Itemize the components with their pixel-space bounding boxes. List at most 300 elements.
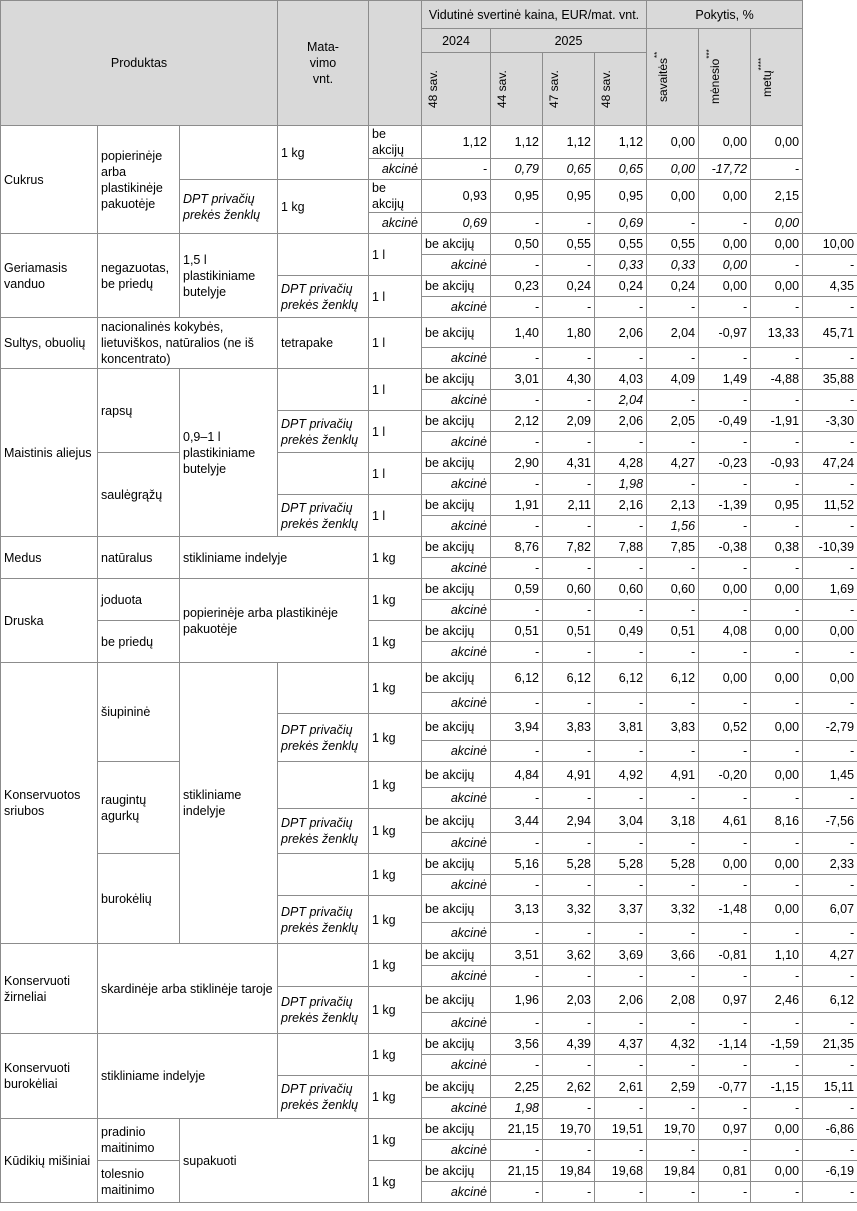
be-akciju-label: be akcijų [422,1161,491,1182]
value-cell: - [803,348,857,369]
value-cell: 6,12 [647,663,699,693]
akcine-label: akcinė [422,693,491,714]
be-akciju-label: be akcijų [422,276,491,297]
value-cell: - [647,1140,699,1161]
product-type: pradinio maitinimo [98,1119,180,1161]
value-cell: - [803,923,857,944]
akcine-label: akcinė [422,1098,491,1119]
value-cell: 47,24 [803,453,857,474]
product-name: Konservuotos sriubos [1,663,98,944]
value-cell: 0,00 [647,180,699,213]
be-akciju-label: be akcijų [422,809,491,833]
value-cell: - [803,1055,857,1076]
header-w48-2025: 48 sav. [595,53,647,126]
value-cell: - [699,516,751,537]
value-cell: - [543,432,595,453]
value-cell: 0,55 [543,234,595,255]
value-cell: 0,69 [595,213,647,234]
product-packaging: stikliniame indelyje [98,1034,278,1119]
value-cell: 0,50 [491,234,543,255]
value-cell: 0,60 [543,579,595,600]
akcine-label: akcinė [422,474,491,495]
product-type: tolesnio maitinimo [98,1161,180,1203]
table-row [1,762,857,788]
value-cell: 2,59 [647,1076,699,1098]
value-cell: - [491,297,543,318]
value-cell: - [491,1013,543,1034]
value-cell: -2,79 [803,714,857,741]
value-cell: 0,38 [751,537,803,558]
value-cell: 4,03 [595,369,647,390]
header-matavimo: Mata- vimo vnt. [278,1,369,126]
value-cell: 1,96 [491,987,543,1013]
value-cell: 0,00 [699,234,751,255]
value-cell: - [647,875,699,896]
value-cell: 8,16 [751,809,803,833]
value-cell: 0,00 [699,579,751,600]
value-cell: 0,97 [699,1119,751,1140]
product-type: natūralus [98,537,180,579]
value-cell: - [647,600,699,621]
value-cell: -1,48 [699,896,751,923]
value-cell: - [595,558,647,579]
unit: 1 kg [369,621,422,663]
be-akciju-label: be akcijų [422,854,491,875]
value-cell: 1,69 [803,579,857,600]
value-cell: - [699,875,751,896]
table-row [1,1119,857,1140]
value-cell: -10,39 [803,537,857,558]
value-cell: - [647,833,699,854]
product-type: nacionalinės kokybės, lietuviškos, natūralios (ne iš koncentrato) [98,318,278,369]
value-cell: 1,98 [491,1098,543,1119]
value-cell: - [543,923,595,944]
value-cell: - [543,516,595,537]
value-cell: - [699,1140,751,1161]
value-cell: 4,27 [647,453,699,474]
header-metu: metų**** [751,29,803,126]
value-cell: 0,23 [491,276,543,297]
value-cell: 0,51 [647,621,699,642]
akcine-label: akcinė [369,159,422,180]
unit: 1 l [369,318,422,369]
be-akciju-label: be akcijų [422,762,491,788]
product-type: saulėgrąžų [98,453,180,537]
value-cell: 6,12 [803,987,857,1013]
value-cell: - [699,833,751,854]
value-cell: 1,91 [491,495,543,516]
value-cell: 19,84 [543,1161,595,1182]
value-cell: - [647,558,699,579]
value-cell: - [751,833,803,854]
empty [278,944,369,987]
value-cell: - [751,788,803,809]
value-cell: 0,00 [751,276,803,297]
product-name: Druska [1,579,98,663]
value-cell: - [543,558,595,579]
value-cell: 2,06 [595,318,647,348]
value-cell: 1,80 [543,318,595,348]
value-cell: - [491,833,543,854]
table-row [1,369,857,390]
product-type: šiupininė [98,663,180,762]
table-row [1,944,857,966]
akcine-label: akcinė [422,297,491,318]
value-cell: 2,09 [543,411,595,432]
value-cell: 0,00 [751,714,803,741]
be-akciju-label: be akcijų [422,1034,491,1055]
akcine-label: akcinė [422,432,491,453]
value-cell: 1,49 [699,369,751,390]
value-cell: 4,84 [491,762,543,788]
be-akciju-label: be akcijų [422,621,491,642]
value-cell: - [491,923,543,944]
value-cell: - [699,558,751,579]
value-cell: 4,37 [595,1034,647,1055]
table-row [1,621,857,642]
value-cell: - [803,966,857,987]
unit: 1 kg [369,854,422,896]
value-cell: - [803,1013,857,1034]
value-cell: -1,39 [699,495,751,516]
product-type: be priedų [98,621,180,663]
value-cell: 7,82 [543,537,595,558]
value-cell: - [543,875,595,896]
value-cell: - [647,1013,699,1034]
value-cell: - [491,516,543,537]
dpt-label: DPT privačių prekės ženklų [180,180,278,234]
be-akciju-label: be akcijų [422,714,491,741]
value-cell: - [543,1098,595,1119]
header-year-2025: 2025 [491,29,647,53]
value-cell: -1,14 [699,1034,751,1055]
value-cell: - [751,693,803,714]
unit: 1 l [369,369,422,411]
table-row [1,318,857,348]
value-cell: - [647,1055,699,1076]
value-cell: 5,28 [647,854,699,875]
value-cell: 4,91 [647,762,699,788]
value-cell: - [595,875,647,896]
value-cell: - [543,1013,595,1034]
akcine-label: akcinė [422,833,491,854]
unit: 1 kg [369,714,422,762]
be-akciju-label: be akcijų [369,126,422,159]
value-cell: - [422,159,491,180]
value-cell: - [751,159,803,180]
header-empty [369,1,422,126]
value-cell: - [543,741,595,762]
value-cell: - [543,1182,595,1203]
value-cell: - [803,1182,857,1203]
value-cell: -1,59 [751,1034,803,1055]
value-cell: -6,86 [803,1119,857,1140]
header-w47: 47 sav. [543,53,595,126]
value-cell: - [595,348,647,369]
value-cell: 4,61 [699,809,751,833]
value-cell: 3,32 [543,896,595,923]
value-cell: 2,90 [491,453,543,474]
value-cell: - [595,833,647,854]
be-akciju-label: be akcijų [422,1119,491,1140]
value-cell: 3,37 [595,896,647,923]
value-cell: - [647,390,699,411]
be-akciju-label: be akcijų [422,453,491,474]
value-cell: 10,00 [803,234,857,255]
value-cell: -0,49 [699,411,751,432]
value-cell: - [751,923,803,944]
unit: 1 kg [369,1161,422,1203]
akcine-label: akcinė [422,600,491,621]
unit: 1 l [369,276,422,318]
value-cell: - [751,741,803,762]
dpt-label: DPT privačių prekės ženklų [278,495,369,537]
be-akciju-label: be akcijų [422,318,491,348]
product-packaging: tetrapake [278,318,369,369]
empty [278,234,369,276]
value-cell: 0,00 [751,854,803,875]
table-row [1,1034,857,1055]
be-akciju-label: be akcijų [422,579,491,600]
value-cell: - [491,966,543,987]
value-cell: 1,45 [803,762,857,788]
be-akciju-label: be akcijų [422,411,491,432]
value-cell: -7,56 [803,809,857,833]
value-cell: - [751,1055,803,1076]
value-cell: 0,00 [803,663,857,693]
akcine-label: akcinė [422,966,491,987]
value-cell: 2,46 [751,987,803,1013]
value-cell: - [491,390,543,411]
value-cell: 1,12 [491,126,543,159]
value-cell: 3,13 [491,896,543,923]
value-cell: - [595,1098,647,1119]
value-cell: - [751,474,803,495]
value-cell: - [543,1140,595,1161]
empty [278,663,369,714]
be-akciju-label: be akcijų [422,369,491,390]
value-cell: - [803,741,857,762]
value-cell: - [803,516,857,537]
value-cell: 1,40 [491,318,543,348]
value-cell: 4,27 [803,944,857,966]
value-cell: - [803,255,857,276]
value-cell: 0,00 [751,621,803,642]
value-cell: - [647,1182,699,1203]
value-cell: - [751,1182,803,1203]
value-cell: 0,51 [543,621,595,642]
value-cell: - [803,600,857,621]
value-cell: - [595,1013,647,1034]
value-cell: - [751,1140,803,1161]
value-cell: 19,51 [595,1119,647,1140]
unit: 1 l [369,411,422,453]
header-savaites: savaitės** [647,29,699,126]
value-cell: 2,25 [491,1076,543,1098]
value-cell: - [803,297,857,318]
product-type: rapsų [98,369,180,453]
value-cell: 0,33 [595,255,647,276]
value-cell: 1,12 [595,126,647,159]
value-cell: - [647,966,699,987]
value-cell: 4,31 [543,453,595,474]
value-cell: 2,61 [595,1076,647,1098]
akcine-label: akcinė [422,1140,491,1161]
value-cell: 0,55 [647,234,699,255]
value-cell: 1,10 [751,944,803,966]
empty [278,1034,369,1076]
akcine-label: akcinė [422,390,491,411]
value-cell: - [491,1055,543,1076]
value-cell: 0,33 [647,255,699,276]
value-cell: 0,00 [751,1119,803,1140]
dpt-label: DPT privačių prekės ženklų [278,809,369,854]
product-packaging: stikliniame indelyje [180,537,369,579]
value-cell: - [491,348,543,369]
product-name: Geriamasis vanduo [1,234,98,318]
value-cell: - [647,1098,699,1119]
value-cell: - [751,348,803,369]
value-cell: - [803,875,857,896]
value-cell: 19,68 [595,1161,647,1182]
value-cell: - [543,693,595,714]
value-cell: - [491,474,543,495]
value-cell: 0,49 [595,621,647,642]
value-cell: -1,91 [751,411,803,432]
value-cell: - [699,788,751,809]
value-cell: 5,16 [491,854,543,875]
value-cell: 45,71 [803,318,857,348]
value-cell: 4,08 [699,621,751,642]
value-cell: - [699,1013,751,1034]
value-cell: - [491,1182,543,1203]
akcine-label: akcinė [422,558,491,579]
akcine-label: akcinė [369,213,422,234]
value-cell: 3,18 [647,809,699,833]
value-cell: - [543,474,595,495]
value-cell: 2,06 [595,411,647,432]
value-cell: - [751,516,803,537]
value-cell: - [543,642,595,663]
table-row [1,453,857,474]
value-cell: - [543,348,595,369]
value-cell: - [543,788,595,809]
akcine-label: akcinė [422,1013,491,1034]
value-cell: - [595,966,647,987]
product-type: burokėlių [98,854,180,944]
value-cell: 0,55 [595,234,647,255]
value-cell: 6,12 [491,663,543,693]
value-cell: -0,93 [751,453,803,474]
value-cell: 0,00 [699,255,751,276]
value-cell: 2,04 [647,318,699,348]
value-cell: 0,95 [751,495,803,516]
product-packaging: popierinėje arba plastikinėje pakuotėje [98,126,180,234]
value-cell: - [595,600,647,621]
value-cell: -0,77 [699,1076,751,1098]
value-cell: -6,19 [803,1161,857,1182]
value-cell: -1,15 [751,1076,803,1098]
unit: 1 kg [369,944,422,987]
value-cell: - [699,390,751,411]
value-cell: 5,28 [595,854,647,875]
value-cell: 0,00 [751,663,803,693]
value-cell: - [647,432,699,453]
value-cell: - [647,642,699,663]
value-cell: - [595,642,647,663]
table-row [1,537,857,558]
value-cell: - [491,255,543,276]
product-name: Sultys, obuolių [1,318,98,369]
value-cell: 6,07 [803,896,857,923]
unit: 1 kg [369,663,422,714]
unit: 1 l [369,234,422,276]
value-cell: 0,97 [699,987,751,1013]
product-name: Medus [1,537,98,579]
header-w44: 44 sav. [491,53,543,126]
value-cell: -0,81 [699,944,751,966]
value-cell: 7,85 [647,537,699,558]
value-cell: 21,35 [803,1034,857,1055]
value-cell: 0,93 [422,180,491,213]
dpt-label: DPT privačių prekės ženklų [278,276,369,318]
value-cell: -4,88 [751,369,803,390]
value-cell: - [647,474,699,495]
unit: 1 kg [369,1034,422,1076]
table-body [1,126,857,1203]
value-cell: 3,32 [647,896,699,923]
value-cell: 4,28 [595,453,647,474]
be-akciju-label: be akcijų [422,1076,491,1098]
product-packaging: 0,9–1 l plastikiniame butelyje [180,369,278,537]
value-cell: -17,72 [699,159,751,180]
unit: 1 kg [369,762,422,809]
value-cell: 0,00 [647,126,699,159]
value-cell: - [647,213,699,234]
value-cell: 21,15 [491,1161,543,1182]
be-akciju-label: be akcijų [422,495,491,516]
value-cell: 0,00 [751,762,803,788]
value-cell: - [647,788,699,809]
value-cell: - [751,642,803,663]
value-cell: 1,12 [543,126,595,159]
akcine-label: akcinė [422,788,491,809]
value-cell: - [699,1055,751,1076]
value-cell: 0,65 [543,159,595,180]
value-cell: 8,76 [491,537,543,558]
value-cell: - [751,600,803,621]
be-akciju-label: be akcijų [422,663,491,693]
value-cell: - [751,297,803,318]
value-cell: 4,32 [647,1034,699,1055]
header-menesio: mėnesio*** [699,29,751,126]
value-cell: - [699,348,751,369]
value-cell: - [803,693,857,714]
be-akciju-label: be akcijų [422,987,491,1013]
value-cell: 0,00 [647,159,699,180]
value-cell: - [543,297,595,318]
value-cell: - [595,788,647,809]
value-cell: - [491,600,543,621]
value-cell: 0,81 [699,1161,751,1182]
value-cell: - [803,474,857,495]
value-cell: 1,12 [422,126,491,159]
value-cell: 0,69 [422,213,491,234]
value-cell: - [699,1182,751,1203]
value-cell: 21,15 [491,1119,543,1140]
table-row [1,234,857,255]
product-packaging: skardinėje arba stiklinėje taroje [98,944,278,1034]
